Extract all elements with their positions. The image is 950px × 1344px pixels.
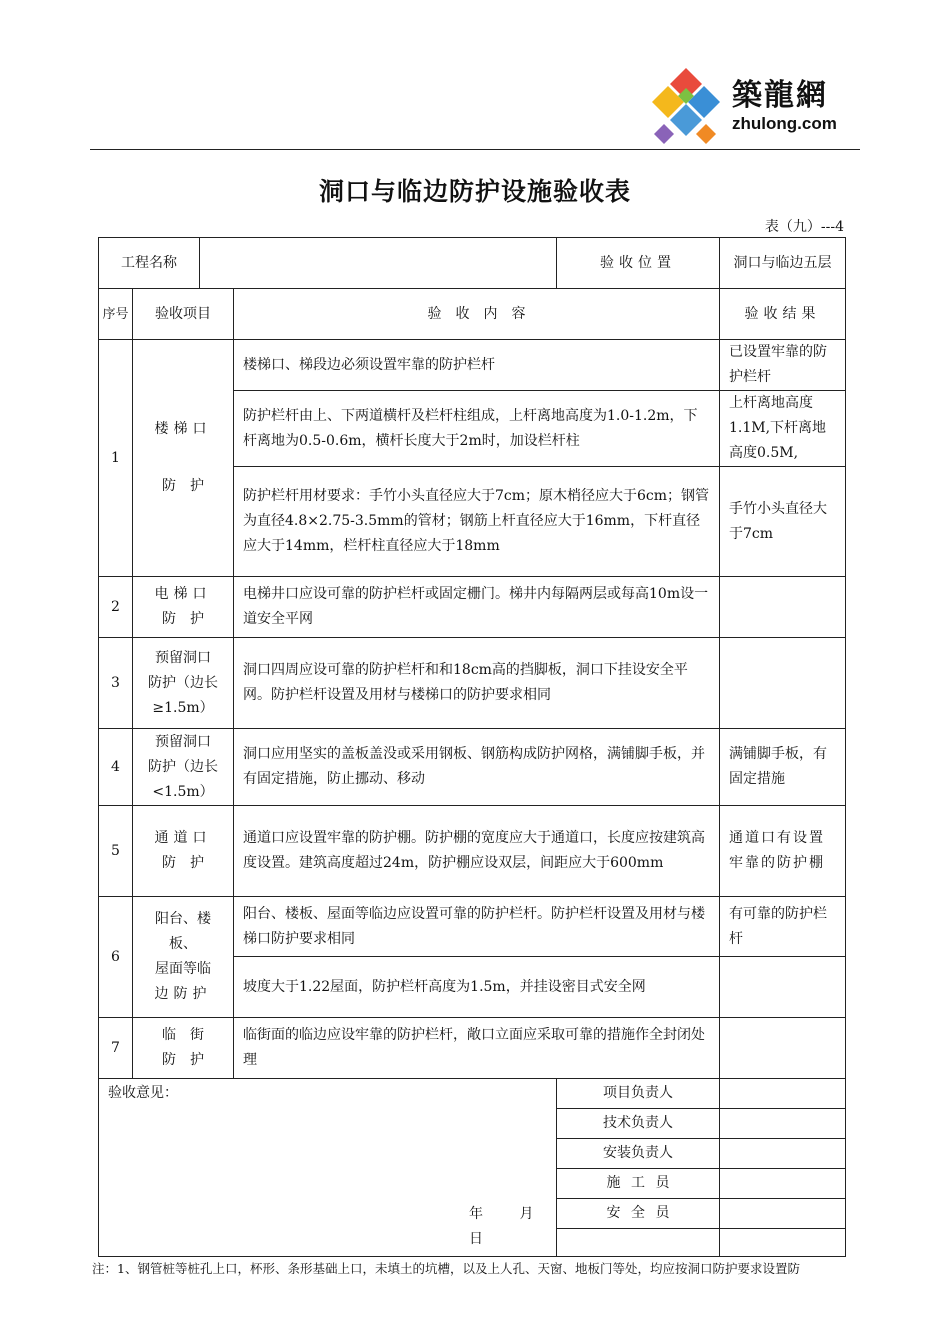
opinion-cell[interactable] <box>99 1079 557 1257</box>
row-item-line: 板、 <box>169 936 197 952</box>
row-item-line: 楼梯口 <box>154 421 212 437</box>
footnote: 注：1、钢管桩等桩孔上口，杯形、条形基础上口，未填土的坑槽，以及上人孔、天窗、地板门等处，均应按洞口防护要求设置防 <box>92 1261 800 1276</box>
row-content: 电梯井口应设可靠的防护栏杆或固定栅门。梯井内每隔两层或每高10m设一道安全平网 <box>234 577 720 638</box>
header-rule <box>90 149 860 150</box>
signature-label: 技术负责人 <box>557 1109 720 1139</box>
row-seq: 6 <box>99 897 133 1018</box>
row-item-line: 边防护 <box>154 986 212 1002</box>
row-item-line: 电梯口 <box>154 586 212 602</box>
signature-label: 安 全 员 <box>557 1199 720 1229</box>
signature-value[interactable] <box>720 1139 846 1169</box>
project-name-label: 工程名称 <box>99 238 200 289</box>
signature-value[interactable] <box>720 1199 846 1229</box>
row-item-line: <1.5m） <box>152 783 214 800</box>
project-name-value[interactable] <box>200 238 557 289</box>
row-item <box>133 806 234 897</box>
table-row <box>99 806 846 897</box>
row-seq: 2 <box>99 577 133 638</box>
signature-row <box>99 1079 846 1109</box>
location-value: 洞口与临边五层 <box>720 238 846 289</box>
row-item <box>133 897 234 1018</box>
row-content: 洞口应用坚实的盖板盖没或采用钢板、钢筋构成防护网格，满铺脚手板，并有固定措施，防止挪动、移动 <box>234 729 720 806</box>
signature-label: 项目负责人 <box>557 1079 720 1109</box>
row-item-line: 预留洞口 <box>155 733 211 750</box>
row-item-line: 屋面等临 <box>155 961 211 977</box>
logo-mark-icon <box>644 66 728 148</box>
col-item: 验收项目 <box>133 289 234 340</box>
row-content: 阳台、楼板、屋面等临边应设置可靠的防护栏杆。防护栏杆设置及用材与楼梯口防护要求相同 <box>234 897 720 957</box>
row-item-line: 防 护 <box>162 855 204 871</box>
row-content: 通道口应设置牢靠的防护棚。防护棚的宽度应大于通道口，长度应按建筑高度设置。建筑高度超过24m，防护棚应设双层，间距应大于600mm <box>234 806 720 897</box>
row-item-line: 防 护 <box>162 611 204 627</box>
signature-value[interactable] <box>720 1079 846 1109</box>
inspection-table <box>98 237 846 1257</box>
row-content: 临街面的临边应设牢靠的防护栏杆，敞口立面应采取可靠的措施作全封闭处理 <box>234 1018 720 1079</box>
opinion-label: 验收意见： <box>108 1085 178 1101</box>
row-result[interactable] <box>720 577 846 638</box>
col-result: 验收结果 <box>720 289 846 340</box>
row-item-line: 防护（边长 <box>148 674 218 691</box>
table-row <box>99 340 846 391</box>
row-result[interactable]: 手竹小头直径大于7cm <box>720 467 846 577</box>
location-label: 验收位置 <box>557 238 720 289</box>
signature-value[interactable] <box>720 1229 846 1257</box>
header-row <box>99 238 846 289</box>
row-seq: 3 <box>99 638 133 729</box>
row-item-line: 通道口 <box>154 830 212 846</box>
row-item-line: 防 护 <box>162 1052 204 1068</box>
row-result[interactable]: 上杆离地高度1.1M,下杆离地高度0.5M, <box>720 391 846 467</box>
row-item <box>133 340 234 577</box>
row-content: 防护栏杆由上、下两道横杆及栏杆柱组成，上杆离地高度为1.0-1.2m，下杆离地为0.5-0.6m，横杆长度大于2m时，加设栏杆柱 <box>234 391 720 467</box>
row-item <box>133 729 234 806</box>
date-label: 年 月 日 <box>469 1206 550 1247</box>
row-content: 坡度大于1.22屋面，防护栏杆高度为1.5m，并挂设密目式安全网 <box>234 957 720 1018</box>
row-seq: 5 <box>99 806 133 897</box>
row-result[interactable]: 已设置牢靠的防护栏杆 <box>720 340 846 391</box>
row-item-line: 临 街 <box>162 1027 204 1043</box>
row-item <box>133 1018 234 1079</box>
row-result[interactable]: 满铺脚手板，有固定措施 <box>720 729 846 806</box>
table-row <box>99 729 846 806</box>
form-number: 表（九）---4 <box>764 219 844 235</box>
row-result[interactable]: 通道口有设置牢靠的防护棚 <box>720 806 846 897</box>
row-item-line: ≥1.5m） <box>152 699 214 716</box>
row-result[interactable] <box>720 957 846 1018</box>
signature-value[interactable] <box>720 1169 846 1199</box>
row-item-line: 防护（边长 <box>148 758 218 775</box>
row-seq: 1 <box>99 340 133 577</box>
table-row <box>99 577 846 638</box>
logo-chinese-text: 築龍網 <box>732 78 828 113</box>
signature-label: 安装负责人 <box>557 1139 720 1169</box>
row-content: 楼梯口、梯段边必须设置牢靠的防护栏杆 <box>234 340 720 391</box>
signature-label: 施 工 员 <box>557 1169 720 1199</box>
col-seq: 序号 <box>99 289 133 340</box>
table-row <box>99 638 846 729</box>
col-content: 验 收 内 容 <box>234 289 720 340</box>
row-item-line: 防 护 <box>162 478 204 494</box>
column-header-row <box>99 289 846 340</box>
row-item-line: 预留洞口 <box>155 649 211 666</box>
row-content: 防护栏杆用材要求：手竹小头直径应大于7cm；原木梢径应大于6cm；钢管为直径4.8×2.75-3.5mm的管材；钢筋上杆直径应大于16mm，下杆直径应大于14mm，栏杆柱直径应大于18mm <box>234 467 720 577</box>
signature-label-empty <box>557 1229 720 1257</box>
row-content: 洞口四周应设可靠的防护栏杆和和18cm高的挡脚板，洞口下挂设安全平网。防护栏杆设置及用材与楼梯口的防护要求相同 <box>234 638 720 729</box>
row-result[interactable]: 有可靠的防护栏杆 <box>720 897 846 957</box>
row-seq: 4 <box>99 729 133 806</box>
signature-value[interactable] <box>720 1109 846 1139</box>
logo-url-text: zhulong.com <box>732 114 837 133</box>
table-row <box>99 897 846 957</box>
row-item-line: 阳台、楼 <box>155 911 211 927</box>
row-result[interactable] <box>720 638 846 729</box>
row-item <box>133 638 234 729</box>
row-item <box>133 577 234 638</box>
table-row <box>99 1018 846 1079</box>
row-seq: 7 <box>99 1018 133 1079</box>
row-result[interactable] <box>720 1018 846 1079</box>
page-title: 洞口与临边防护设施验收表 <box>318 177 631 206</box>
zhulong-logo <box>644 66 864 148</box>
